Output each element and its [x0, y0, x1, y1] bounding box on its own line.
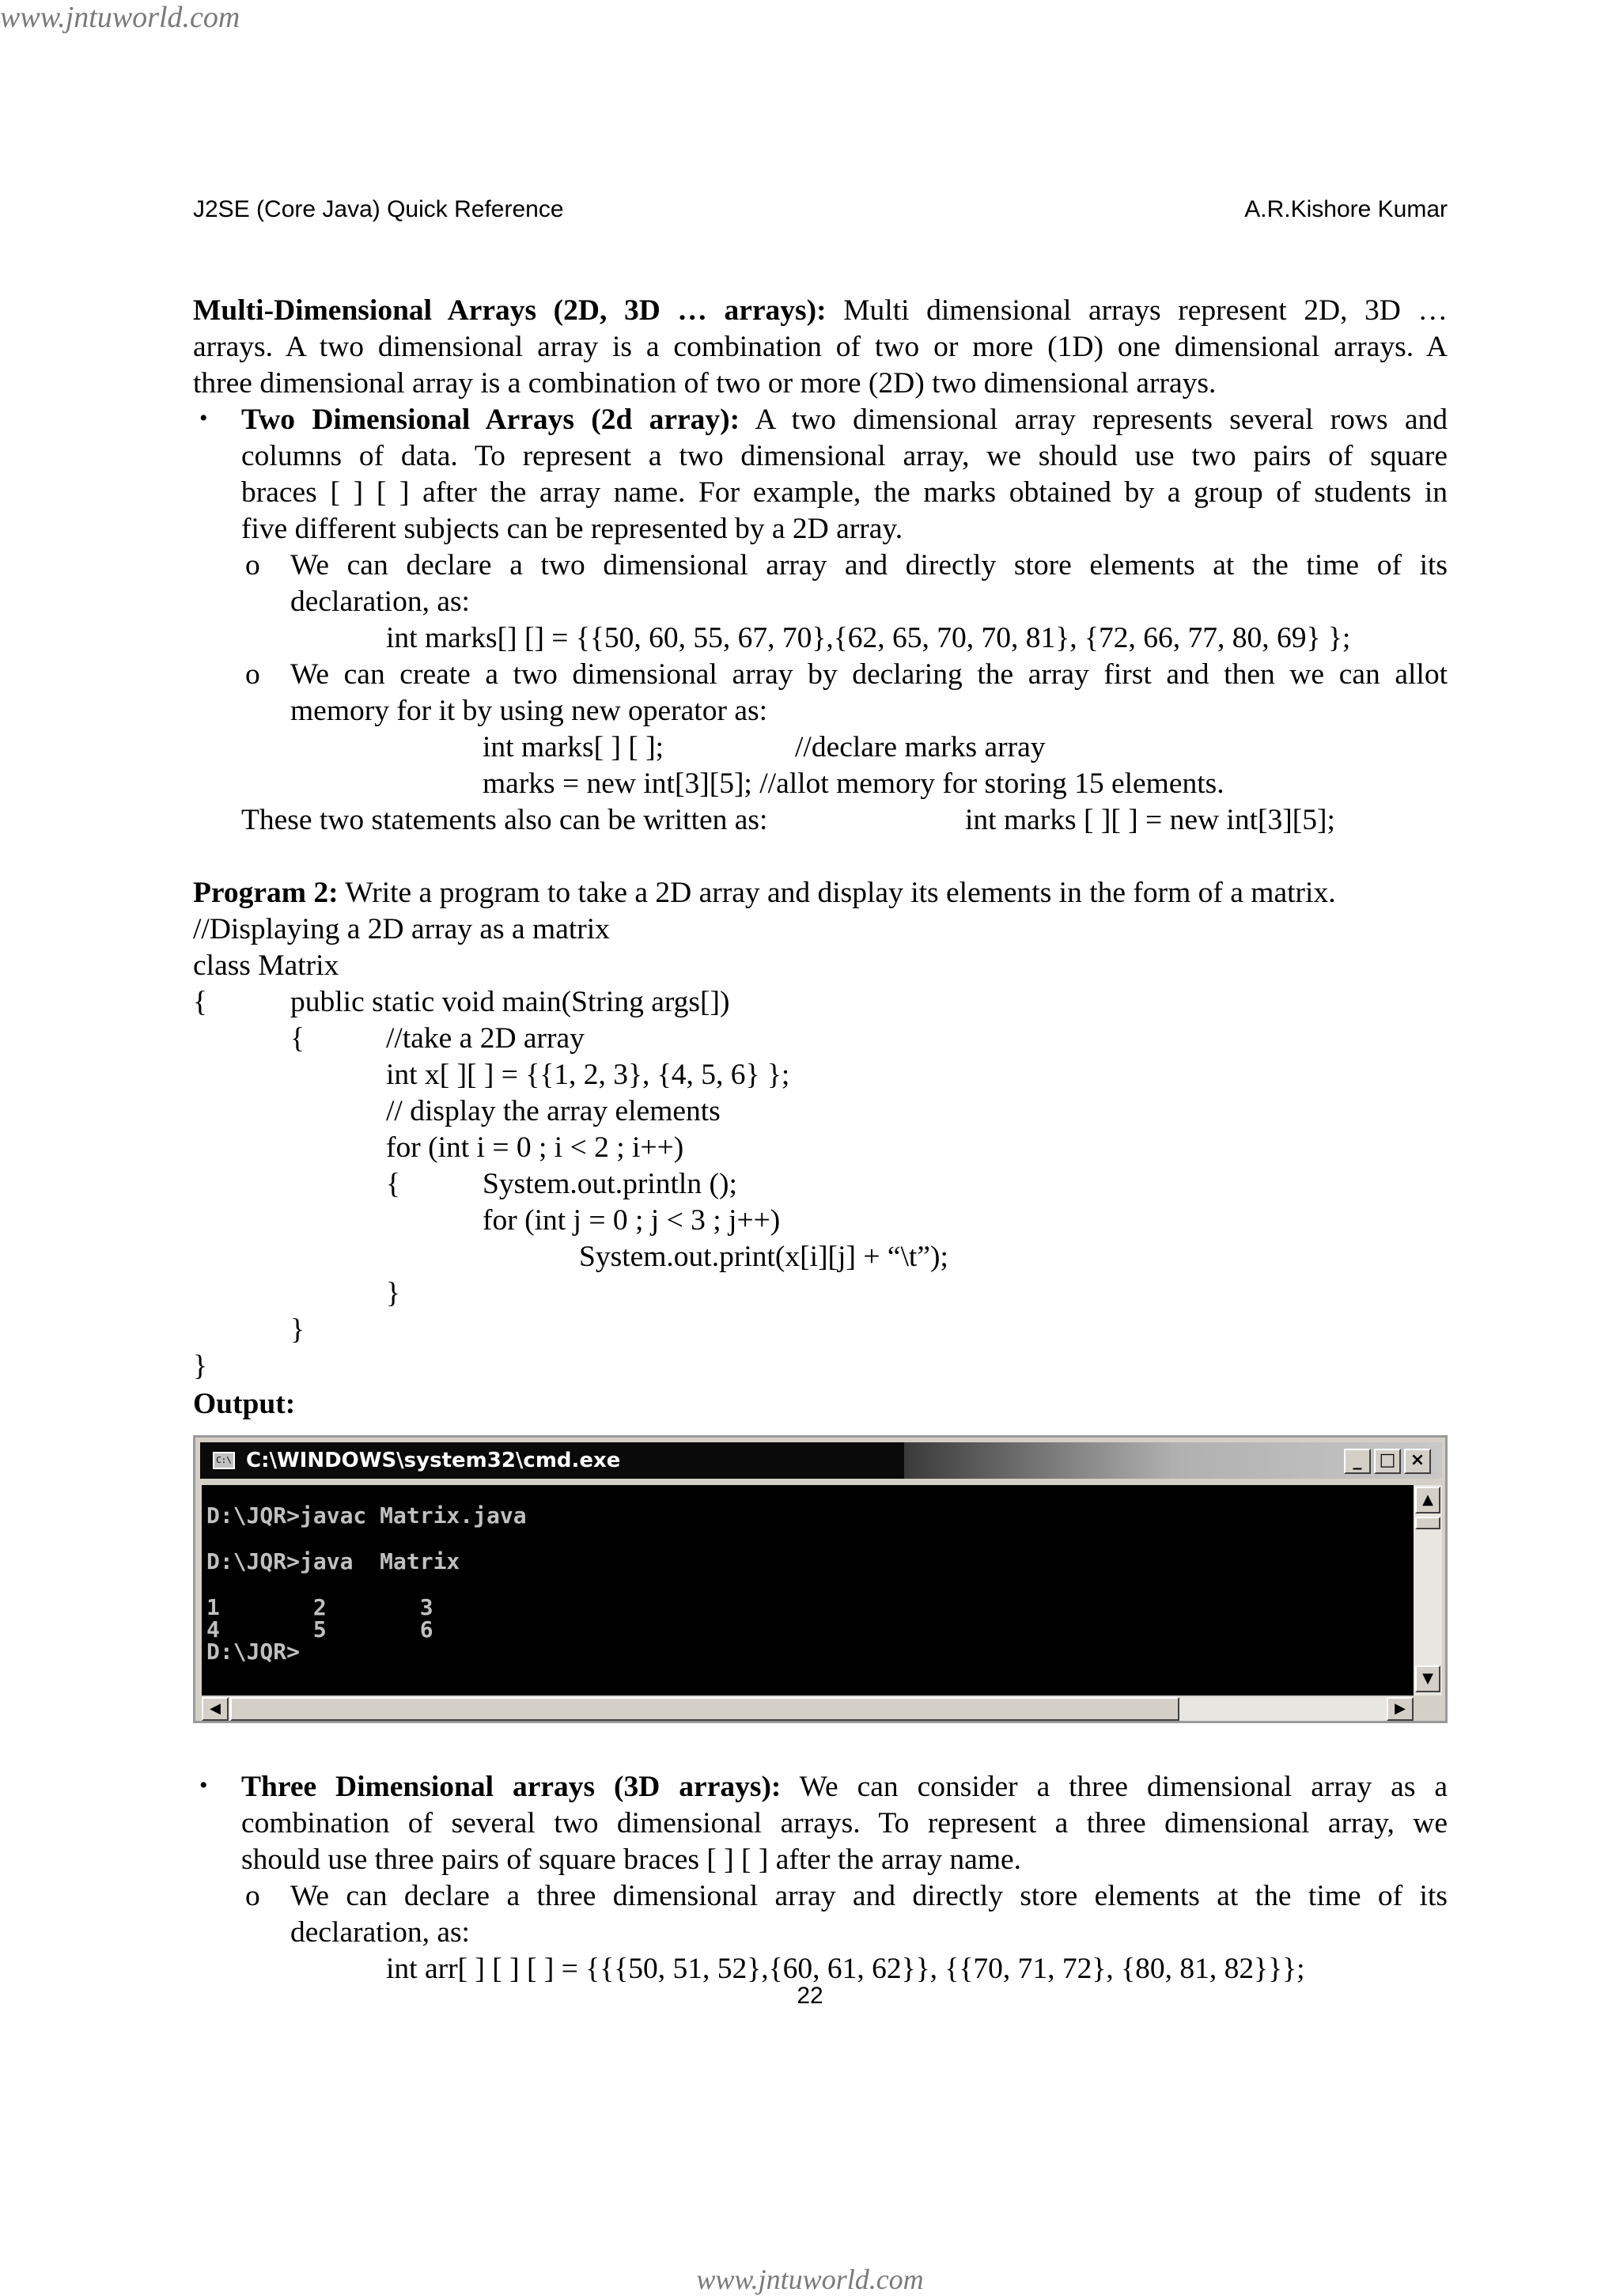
- twod-line-3: braces [ ] [ ] after the array name. For example, the marks obtained by a group of students in: [241, 476, 1448, 509]
- code-line-15: }: [290, 1313, 305, 1346]
- twod-line-1: [241, 402, 1448, 438]
- code-line-16: }: [193, 1350, 207, 1382]
- twod-line-2: columns of data. To represent a two dimensional array, we should use two pairs of square: [241, 440, 1448, 472]
- intro-line-1-text: Multi dimensional arrays represent 2D, 3D …: [826, 294, 1448, 327]
- code-line-11: System.out.println ();: [483, 1168, 737, 1200]
- twod-sub2-line-2: memory for it by using new operator as:: [290, 695, 767, 727]
- twod-heading: Two Dimensional Arrays (2d array):: [241, 404, 740, 436]
- code-line-5: {: [290, 1022, 305, 1055]
- code-line-12: for (int j = 0 ; j < 3 ; j++): [483, 1204, 781, 1237]
- threed-line-2: combination of several two dimensional arrays. To represent a three dimensional array, we: [241, 1807, 1448, 1839]
- page-number: 22: [797, 1983, 823, 2009]
- twod-sub2-line-1: We can create a two dimensional array by declaring the array first and then we can allot: [290, 658, 1448, 691]
- window-controls: [1344, 1449, 1431, 1474]
- console-line-4: 4 5 6: [206, 1616, 433, 1642]
- code-line-4: public static void main(String args[]): [290, 986, 730, 1018]
- console-line-1: D:\JQR>javac Matrix.java: [206, 1502, 527, 1529]
- program-label: Program 2:: [193, 877, 339, 909]
- header-title: J2SE (Core Java) Quick Reference: [193, 196, 564, 222]
- code-line-6: //take a 2D array: [386, 1022, 585, 1055]
- console-line-3: 1 2 3: [206, 1594, 433, 1620]
- twod-statement-code: int marks [ ][ ] = new int[3][5];: [965, 804, 1335, 836]
- intro-line-2: arrays. A two dimensional array is a combination of two or more (1D) one dimensional arrays. A: [193, 331, 1448, 363]
- horizontal-scrollbar[interactable]: [202, 1697, 1414, 1721]
- program-desc: Write a program to take a 2D array and display its elements in the form of a matrix.: [338, 877, 1336, 909]
- close-button[interactable]: ×: [1404, 1449, 1431, 1474]
- code-line-9: for (int i = 0 ; i < 2 ; i++): [386, 1131, 684, 1164]
- console-window: [193, 1435, 1448, 1723]
- program-title: [193, 875, 1336, 911]
- scroll-thumb[interactable]: [1415, 1517, 1440, 1529]
- console-line-5: D:\JQR>: [206, 1639, 301, 1665]
- threed-line-1-text: We can consider a three dimensional array as a: [781, 1771, 1448, 1803]
- scroll-right-arrow-icon[interactable]: ▶: [1387, 1697, 1414, 1721]
- bullet-3d: •: [199, 1772, 208, 1798]
- twod-statement-text: These two statements also can be written as:: [241, 804, 768, 836]
- console-title: C:\WINDOWS\system32\cmd.exe: [246, 1449, 621, 1472]
- sub-bullet-2d-2: o: [245, 658, 260, 691]
- twod-sub1-code: int marks[] [] = {{50, 60, 55, 67, 70},{62, 65, 70, 70, 81}, {72, 66, 77, 80, 69} };: [386, 622, 1351, 654]
- horizontal-scroll-thumb[interactable]: [230, 1697, 1179, 1721]
- console-line-2: D:\JQR>java Matrix: [206, 1548, 460, 1574]
- threed-sub1-line-2: declaration, as:: [290, 1916, 470, 1949]
- code-line-14: }: [386, 1277, 400, 1309]
- scroll-down-arrow-icon[interactable]: ▼: [1415, 1665, 1440, 1692]
- watermark-bottom: www.jntuworld.com: [696, 2264, 924, 2295]
- console-title-bar[interactable]: [200, 1442, 1442, 1479]
- twod-line-1-text: A two dimensional array represents several rows and: [740, 404, 1448, 436]
- twod-sub2-code-2: marks = new int[3][5]; //allot memory for storing 15 elements.: [483, 767, 1224, 800]
- maximize-button[interactable]: □: [1374, 1449, 1401, 1474]
- scroll-up-arrow-icon[interactable]: ▲: [1415, 1487, 1440, 1514]
- sub-bullet-2d-1: o: [245, 549, 260, 582]
- output-label: Output:: [193, 1388, 296, 1420]
- vertical-scrollbar[interactable]: [1414, 1485, 1442, 1695]
- twod-line-4: five different subjects can be represented by a 2D array.: [241, 513, 903, 545]
- console-output[interactable]: [202, 1485, 1414, 1695]
- threed-line-1: [241, 1769, 1448, 1805]
- code-line-3: {: [193, 986, 207, 1018]
- twod-sub2-code-1b: //declare marks array: [795, 731, 1046, 763]
- header-author: A.R.Kishore Kumar: [1244, 196, 1448, 222]
- code-line-7: int x[ ][ ] = {{1, 2, 3}, {4, 5, 6} };: [386, 1059, 790, 1091]
- bullet-2d: •: [199, 405, 208, 431]
- watermark-top: www.jntuworld.com: [0, 1, 240, 34]
- twod-sub2-code-1a: int marks[ ] [ ];: [483, 731, 664, 763]
- console-app-icon[interactable]: C:\: [213, 1452, 235, 1469]
- scroll-left-arrow-icon[interactable]: ◀: [202, 1697, 229, 1721]
- intro-line-3: three dimensional array is a combination of two or more (2D) two dimensional arrays.: [193, 367, 1217, 400]
- threed-sub1-code: int arr[ ] [ ] [ ] = {{{50, 51, 52},{60, 61, 62}}, {{70, 71, 72}, {80, 81, 82}}};: [386, 1953, 1305, 1985]
- intro-line-1: [193, 293, 1448, 329]
- code-line-8: // display the array elements: [386, 1095, 721, 1127]
- code-line-1: //Displaying a 2D array as a matrix: [193, 913, 610, 945]
- threed-sub1-line-1: We can declare a three dimensional array and directly store elements at the time of its: [290, 1880, 1448, 1912]
- threed-heading: Three Dimensional arrays (3D arrays):: [241, 1771, 782, 1803]
- code-line-2: class Matrix: [193, 949, 339, 982]
- minimize-button[interactable]: _: [1344, 1449, 1371, 1474]
- sub-bullet-3d-1: o: [245, 1880, 260, 1912]
- twod-sub1-line-1: We can declare a two dimensional array and directly store elements at the time of its: [290, 549, 1448, 582]
- threed-line-3: should use three pairs of square braces [ ] [ ] after the array name.: [241, 1843, 1022, 1876]
- intro-heading: Multi-Dimensional Arrays (2D, 3D … arrays):: [193, 294, 827, 327]
- twod-sub1-line-2: declaration, as:: [290, 585, 470, 618]
- code-line-10: {: [386, 1168, 400, 1200]
- code-line-13: System.out.print(x[i][j] + “\t”);: [579, 1241, 948, 1273]
